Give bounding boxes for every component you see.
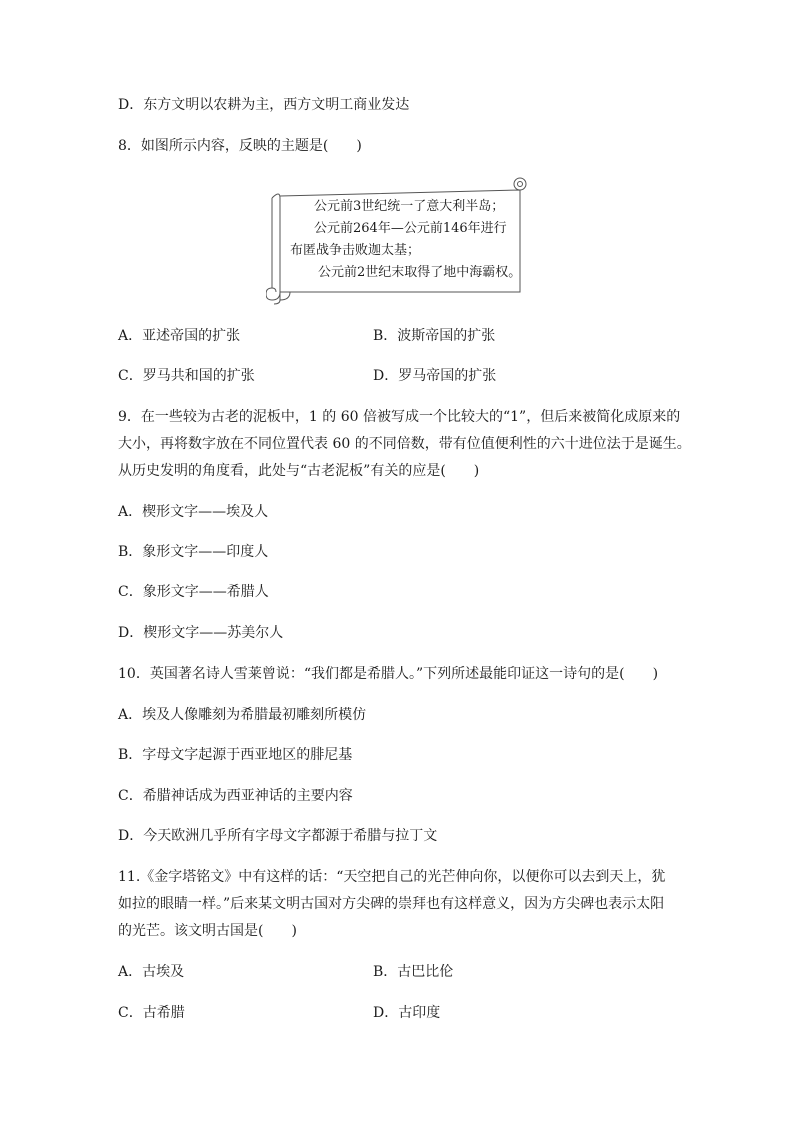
q9-stem-line-3: 从历史发明的角度看，此处与“古老泥板”有关的应是( ) [118,463,480,479]
q8-option-a: A．亚述帝国的扩张 [118,328,241,344]
q10-option-b: B．字母文字起源于西亚地区的腓尼基 [118,747,353,763]
q9-option-b: B．象形文字——印度人 [118,544,269,560]
q9-stem-line-2: 大小，再将数字放在不同位置代表 60 的不同倍数，带有位值便利性的六十进位法于是诞生。 [118,436,691,452]
q9-option-a: A．楔形文字——埃及人 [118,504,269,520]
scroll-frame [266,176,530,306]
scroll-line-3: 布匿战争击败迦太基； [290,243,421,258]
scroll-line-4: 公元前2世纪末取得了地中海霸权。 [318,265,522,280]
q9-option-d: D．楔形文字——苏美尔人 [118,625,284,641]
scroll-line-1: 公元前3世纪统一了意大利半岛； [314,199,505,214]
q11-stem-line-2: 如拉的眼睛一样。”后来某文明古国对方尖碑的崇拜也有这样意义，因为方尖碑也表示太阳 [118,896,665,912]
q11-option-c: C．古希腊 [118,1005,185,1021]
q7-option-d: D．东方文明以农耕为主，西方文明工商业发达 [118,97,410,113]
q8-option-c: C．罗马共和国的扩张 [118,368,255,384]
q11-stem-line-3: 的光芒。该文明古国是( ) [118,923,297,939]
q11-stem-line-1: 11.《金字塔铭文》中有这样的话：“天空把自己的光芒伸向你，以便你可以去到天上，犹 [118,869,666,885]
q11-option-d: D．古印度 [373,1005,441,1021]
q10-option-d: D．今天欧洲几乎所有字母文字都源于希腊与拉丁文 [118,828,438,844]
q9-stem-line-1: 9．在一些较为古老的泥板中，1 的 60 倍被写成一个比较大的“1”，但后来被简化成原来的 [118,409,681,425]
q8-option-b: B．波斯帝国的扩张 [373,328,496,344]
scroll-figure [266,176,530,306]
scroll-line-2: 公元前264年—公元前146年进行 [314,221,507,236]
q10-option-c: C．希腊神话成为西亚神话的主要内容 [118,788,353,804]
q11-option-b: B．古巴比伦 [373,964,454,980]
q11-option-a: A．古埃及 [118,964,185,980]
q9-option-c: C．象形文字——希腊人 [118,584,269,600]
q10-option-a: A．埃及人像雕刻为希腊最初雕刻所模仿 [118,707,367,723]
q8-option-d: D．罗马帝国的扩张 [373,368,497,384]
q8-stem: 8．如图所示内容，反映的主题是( ) [118,138,362,154]
q10-stem: 10．英国著名诗人雪莱曾说：“我们都是希腊人。”下列所述最能印证这一诗句的是( ) [118,666,659,682]
